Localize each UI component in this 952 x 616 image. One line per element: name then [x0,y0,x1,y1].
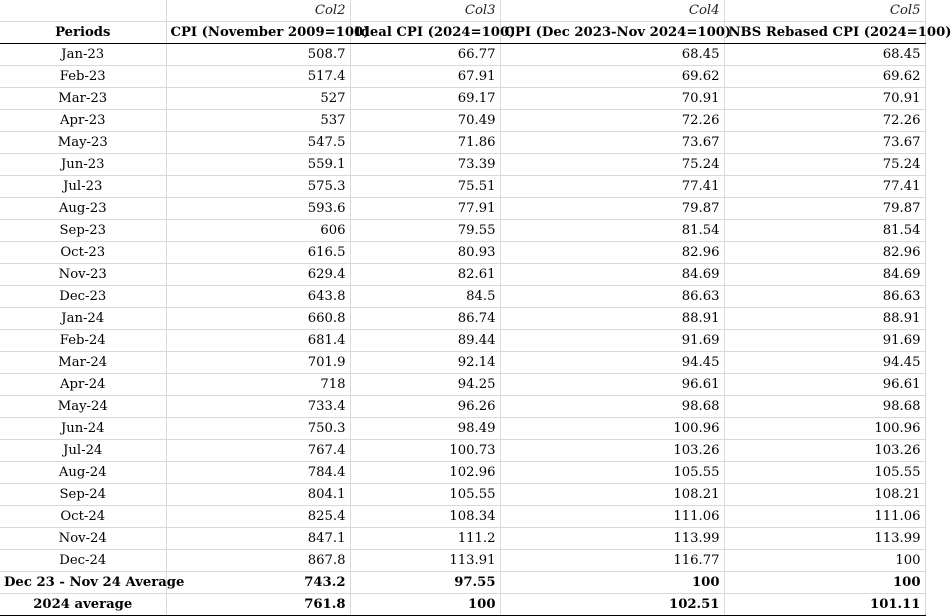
table-row [0,352,925,374]
value-cell: 718 [166,374,350,396]
value-cell: 68.45 [724,44,925,66]
summary-value-cell: 97.55 [350,572,500,594]
value-cell: 94.25 [350,374,500,396]
period-cell: Dec-23 [0,286,166,308]
value-cell: 660.8 [166,308,350,330]
value-cell: 517.4 [166,66,350,88]
value-cell: 527 [166,88,350,110]
value-cell: 847.1 [166,528,350,550]
value-cell: 75.24 [500,154,724,176]
value-cell: 84.69 [500,264,724,286]
value-cell: 116.77 [500,550,724,572]
period-cell: Jan-23 [0,44,166,66]
value-cell: 102.96 [350,462,500,484]
value-cell: 94.45 [500,352,724,374]
value-cell: 629.4 [166,264,350,286]
table-row [0,286,925,308]
period-cell: Nov-23 [0,264,166,286]
period-cell: Oct-23 [0,242,166,264]
header-periods: Periods [0,22,166,44]
value-cell: 96.61 [724,374,925,396]
value-cell: 96.26 [350,396,500,418]
value-cell: 537 [166,110,350,132]
period-cell: Mar-24 [0,352,166,374]
table-row [0,220,925,242]
summary-value-cell: 100 [724,572,925,594]
value-cell: 606 [166,220,350,242]
value-cell: 98.68 [724,396,925,418]
value-cell: 69.62 [500,66,724,88]
value-cell: 82.96 [500,242,724,264]
value-cell: 111.2 [350,528,500,550]
period-cell: Aug-23 [0,198,166,220]
period-cell: Jun-24 [0,418,166,440]
summary-value-cell: 743.2 [166,572,350,594]
value-cell: 108.34 [350,506,500,528]
value-cell: 105.55 [500,462,724,484]
period-cell: Feb-23 [0,66,166,88]
period-cell: Sep-24 [0,484,166,506]
value-cell: 108.21 [724,484,925,506]
table-row [0,132,925,154]
value-cell: 643.8 [166,286,350,308]
value-cell: 84.69 [724,264,925,286]
table-row [0,88,925,110]
value-cell: 79.87 [724,198,925,220]
value-cell: 82.61 [350,264,500,286]
period-cell: Apr-23 [0,110,166,132]
value-cell: 105.55 [724,462,925,484]
value-cell: 867.8 [166,550,350,572]
table-row [0,44,925,66]
value-cell: 113.91 [350,550,500,572]
value-cell: 593.6 [166,198,350,220]
column-name-cell: Col3 [350,0,500,22]
table-row [0,550,925,572]
period-cell: Sep-23 [0,220,166,242]
value-cell: 68.45 [500,44,724,66]
value-cell: 86.63 [724,286,925,308]
value-cell: 547.5 [166,132,350,154]
value-cell: 96.61 [500,374,724,396]
period-cell: Oct-24 [0,506,166,528]
value-cell: 73.67 [500,132,724,154]
value-cell: 94.45 [724,352,925,374]
value-cell: 82.96 [724,242,925,264]
value-cell: 88.91 [724,308,925,330]
value-cell: 616.5 [166,242,350,264]
table-body [0,44,925,572]
period-cell: May-23 [0,132,166,154]
summary-value-cell: 100 [350,594,500,616]
period-cell: Jan-24 [0,308,166,330]
value-cell: 67.91 [350,66,500,88]
period-cell: Jul-24 [0,440,166,462]
header-cpi-2009: CPI (November 2009=100) [166,22,350,44]
column-name-cell: Col2 [166,0,350,22]
value-cell: 91.69 [500,330,724,352]
column-name-cell: Col4 [500,0,724,22]
value-cell: 681.4 [166,330,350,352]
value-cell: 92.14 [350,352,500,374]
value-cell: 111.06 [724,506,925,528]
value-cell: 784.4 [166,462,350,484]
column-name-row [0,0,925,22]
value-cell: 100.73 [350,440,500,462]
value-cell: 77.91 [350,198,500,220]
value-cell: 69.62 [724,66,925,88]
table-row [0,66,925,88]
header-row [0,22,925,44]
value-cell: 98.49 [350,418,500,440]
table-row [0,440,925,462]
value-cell: 75.51 [350,176,500,198]
value-cell: 70.91 [724,88,925,110]
header-ideal-cpi: Ideal CPI (2024=100) [350,22,500,44]
table-row [0,506,925,528]
summary-value-cell: 100 [500,572,724,594]
value-cell: 80.93 [350,242,500,264]
value-cell: 69.17 [350,88,500,110]
value-cell: 733.4 [166,396,350,418]
value-cell: 70.49 [350,110,500,132]
period-cell: Apr-24 [0,374,166,396]
value-cell: 113.99 [724,528,925,550]
table-row [0,308,925,330]
summary-row [0,594,925,616]
value-cell: 72.26 [724,110,925,132]
value-cell: 86.74 [350,308,500,330]
value-cell: 98.68 [500,396,724,418]
value-cell: 91.69 [724,330,925,352]
table-row [0,462,925,484]
period-cell: Aug-24 [0,462,166,484]
summary-label-cell: Dec 23 - Nov 24 Average [0,572,166,594]
value-cell: 111.06 [500,506,724,528]
table-row [0,418,925,440]
table-row [0,330,925,352]
value-cell: 804.1 [166,484,350,506]
summary-value-cell: 761.8 [166,594,350,616]
table-row [0,242,925,264]
table-row [0,198,925,220]
value-cell: 77.41 [500,176,724,198]
value-cell: 72.26 [500,110,724,132]
value-cell: 88.91 [500,308,724,330]
period-cell: Nov-24 [0,528,166,550]
value-cell: 81.54 [724,220,925,242]
value-cell: 100 [724,550,925,572]
table-row [0,484,925,506]
summary-value-cell: 102.51 [500,594,724,616]
value-cell: 825.4 [166,506,350,528]
table-row [0,110,925,132]
value-cell: 66.77 [350,44,500,66]
period-cell: Mar-23 [0,88,166,110]
period-cell: Jul-23 [0,176,166,198]
value-cell: 75.24 [724,154,925,176]
value-cell: 100.96 [724,418,925,440]
value-cell: 84.5 [350,286,500,308]
header-cpi-dec23-nov24: CPI (Dec 2023-Nov 2024=100) [500,22,724,44]
table-row [0,176,925,198]
table-row [0,396,925,418]
value-cell: 79.87 [500,198,724,220]
period-cell: Jun-23 [0,154,166,176]
value-cell: 105.55 [350,484,500,506]
value-cell: 73.39 [350,154,500,176]
table-row [0,374,925,396]
value-cell: 71.86 [350,132,500,154]
summary-value-cell: 101.11 [724,594,925,616]
value-cell: 559.1 [166,154,350,176]
value-cell: 508.7 [166,44,350,66]
value-cell: 70.91 [500,88,724,110]
summary-row [0,572,925,594]
value-cell: 103.26 [500,440,724,462]
summary-body [0,572,925,616]
summary-label-cell: 2024 average [0,594,166,616]
table-row [0,528,925,550]
period-cell: Dec-24 [0,550,166,572]
period-cell: Feb-24 [0,330,166,352]
value-cell: 575.3 [166,176,350,198]
value-cell: 750.3 [166,418,350,440]
value-cell: 86.63 [500,286,724,308]
table-row [0,264,925,286]
value-cell: 100.96 [500,418,724,440]
value-cell: 79.55 [350,220,500,242]
period-cell: May-24 [0,396,166,418]
value-cell: 77.41 [724,176,925,198]
column-name-cell [0,0,166,22]
value-cell: 89.44 [350,330,500,352]
value-cell: 767.4 [166,440,350,462]
value-cell: 103.26 [724,440,925,462]
value-cell: 113.99 [500,528,724,550]
value-cell: 108.21 [500,484,724,506]
value-cell: 81.54 [500,220,724,242]
table-row [0,154,925,176]
value-cell: 701.9 [166,352,350,374]
column-name-cell: Col5 [724,0,925,22]
header-nbs-rebased-cpi: NBS Rebased CPI (2024=100) [724,22,925,44]
value-cell: 73.67 [724,132,925,154]
